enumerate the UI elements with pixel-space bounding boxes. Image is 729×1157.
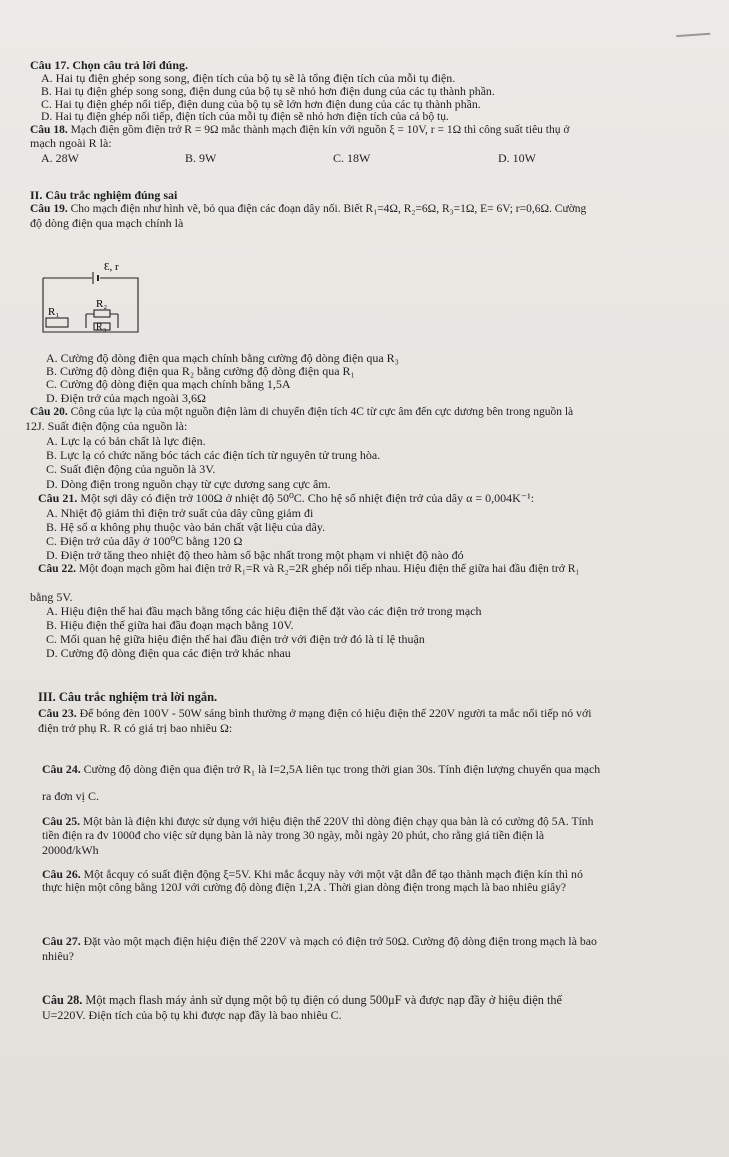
q20-option-d: D. Dòng điện trong nguồn chạy từ cực dương sang cực âm. [46, 477, 331, 491]
q17-option-d: D. Hai tụ điện ghép nối tiếp, điện tích của mỗi tụ điện sẽ nhỏ hơn điện tích của cả bộ tụ. [41, 110, 449, 123]
q19-option-b: B. Cường độ dòng điện qua R₂ bằng cường độ dòng điện qua R₁ [46, 364, 355, 378]
circuit-source-label: Ɛ, r [104, 261, 119, 273]
q19-title: Câu 19. [30, 203, 68, 215]
q20-option-b: B. Lực lạ có chức năng bóc tách các điện tích từ nguyên tử trung hòa. [46, 448, 381, 462]
q18-option-d: D. 10W [498, 151, 536, 165]
q18-title: Câu 18. [30, 124, 68, 136]
q17-option-a: A. Hai tụ điện ghép song song, điện tích của bộ tụ sẽ là tổng điện tích của mỗi tụ điện. [41, 71, 456, 85]
circuit-r1-label: R₁ [48, 306, 60, 318]
q22-option-a: A. Hiệu điện thế hai đầu mạch bằng tổng các hiệu điện thế đặt vào các điện trở trong mạch [46, 604, 482, 618]
q18-option-c: C. 18W [333, 151, 371, 165]
resistor-r2-box [94, 310, 110, 317]
q25-text2: tiền điện ra đv 1000đ cho việc sử dụng bàn là này trong 30 ngày, mỗi ngày 20 phút, cho rằng giá tiền điện là [42, 829, 545, 842]
q24-stem [42, 762, 600, 776]
q22-option-c: C. Mối quan hệ giữa hiệu điện thế hai đầu điện trở với điện trở đó là tỉ lệ thuận [46, 632, 425, 646]
q21-title: Câu 21. [38, 491, 78, 505]
q19-stem [30, 202, 586, 216]
q21-option-d: D. Điện trở tăng theo nhiệt độ theo hàm số bậc nhất trong một phạm vi nhiệt độ nào đó [46, 548, 464, 562]
pen-mark [676, 27, 710, 37]
q24-text: Cường độ dòng điện qua điện trở R₁ là I=2,5A liên tục trong thời gian 30s. Tính điện lượng chuyển qua mạch [83, 762, 601, 776]
q20-text2: 12J. Suất điện động của nguồn là: [25, 419, 188, 433]
q18-text2: mạch ngoài R là: [30, 136, 112, 150]
q27-text: Đặt vào một mạch điện hiệu điện thế 220V và mạch có điện trở 50Ω. Cường độ dòng điện trong mạch là bao [83, 934, 597, 948]
q27-title: Câu 27. [42, 934, 81, 948]
q18-stem [30, 123, 569, 137]
q24-title: Câu 24. [42, 762, 81, 776]
q19-option-d: D. Điện trở của mạch ngoài 3,6Ω [46, 391, 206, 405]
q19-option-a: A. Cường độ dòng điện qua mạch chính bằng cường độ dòng điện qua R₃ [46, 351, 399, 365]
q19-option-c: C. Cường độ dòng điện qua mạch chính bằng 1,5A [46, 377, 291, 391]
q17-option-c: C. Hai tụ điện ghép nối tiếp, điện dung của bộ tụ sẽ lớn hơn điện dung của các tụ thành phần. [41, 97, 481, 111]
q21-option-c: C. Điện trở của dây ở 100⁰C bằng 120 Ω [46, 534, 243, 548]
q25-stem [42, 815, 593, 829]
circuit-r3-label: R₃ [96, 322, 107, 333]
q27-stem [42, 934, 597, 948]
q28-title: Câu 28. [42, 993, 83, 1007]
q22-title: Câu 22. [38, 562, 77, 575]
q19-text2: độ dòng điện qua mạch chính là [30, 216, 184, 230]
resistor-r1-box [46, 318, 68, 327]
q25-text3: 2000đ/kWh [42, 843, 99, 857]
q28-text: Một mạch flash máy ảnh sử dụng một bộ tụ điện có dung 500μF và được nạp đầy ở hiệu điện thế [85, 993, 562, 1007]
q28-text2: U=220V. Điện tích của bộ tụ khi được nạp đầy là bao nhiêu C. [42, 1008, 342, 1022]
q26-text2: thực hiện một công bằng 120J với cường độ dòng điện 1,2A . Thời gian dòng điện trong mạch là bao nhiêu giây? [42, 881, 567, 894]
q22-option-d: D. Cường độ dòng điện qua các điện trở khác nhau [46, 646, 291, 660]
q23-text2: điện trở phụ R. R có giá trị bao nhiêu Ω: [38, 721, 233, 735]
q23-stem [38, 706, 591, 720]
q27-text2: nhiêu? [42, 949, 74, 963]
q22-text2: bằng 5V. [30, 590, 73, 604]
q18-option-b: B. 9W [185, 151, 217, 165]
q21-text: Một sợi dây có điện trở 100Ω ở nhiệt độ 50⁰C. Cho hệ số nhiệt điện trở của dây α = 0,004K⁻¹: [80, 491, 535, 505]
q18-text: Mạch điện gồm điện trở R = 9Ω mắc thành mạch điện kín với nguồn ξ = 10V, r = 1Ω thì công suất tiêu thụ ở [70, 124, 570, 136]
q18-option-a: A. 28W [41, 151, 79, 165]
circuit-r2-label: R₂ [96, 298, 108, 310]
q17-title: Câu 17. Chọn câu trả lời đúng. [30, 58, 189, 72]
q26-stem [42, 867, 583, 881]
q26-text: Một ắcquy có suất điện động ξ=5V. Khi mắc ắcquy này với một vật dẫn để tạo thành mạch điện kín thì nó [83, 867, 583, 881]
q23-title: Câu 23. [38, 706, 77, 720]
q25-title: Câu 25. [42, 815, 81, 828]
q19-text: Cho mạch điện như hình vẽ, bỏ qua điện các đoạn dây nối. Biết R₁=4Ω, R₂=6Ω, R₃=1Ω, E= 6V; r=0,6Ω. Cường [70, 203, 587, 215]
q21-stem [38, 491, 534, 505]
q22-stem [38, 562, 580, 576]
q26-title: Câu 26. [42, 867, 81, 881]
q20-option-a: A. Lực lạ có bản chất là lực điện. [46, 434, 206, 448]
q20-option-c: C. Suất điện động của nguồn là 3V. [46, 462, 216, 476]
q17-option-b: B. Hai tụ điện ghép song song, điện dung của bộ tụ sẽ nhỏ hơn điện dung của các tụ thành phần. [41, 84, 495, 98]
q22-option-b: B. Hiệu điện thế giữa hai đầu đoạn mạch bằng 10V. [46, 618, 294, 632]
circuit-diagram [38, 250, 148, 342]
q24-text2: ra đơn vị C. [42, 789, 100, 803]
q23-text: Để bóng đèn 100V - 50W sáng bình thường ở mạng điện có hiệu điện thế 220V người ta mắc nối tiếp nó với [79, 706, 592, 720]
q28-stem [42, 993, 562, 1007]
q20-title: Câu 20. [30, 406, 68, 418]
q21-option-a: A. Nhiệt độ giảm thì điện trở suất của dây cũng giảm đi [46, 506, 314, 520]
q20-stem [30, 405, 573, 419]
section3-title: III. Câu trắc nghiệm trả lời ngắn. [38, 690, 218, 704]
section2-title: II. Câu trắc nghiệm đúng sai [30, 188, 178, 202]
q21-option-b: B. Hệ số α không phụ thuộc vào bản chất vật liệu của dây. [46, 520, 326, 534]
q25-text: Một bàn là điện khi được sử dụng với hiệu điện thế 220V thì dòng điện chạy qua bàn là có cường độ 5A. Tính [82, 815, 594, 828]
q22-text: Một đoạn mạch gồm hai điện trở R₁=R và R₂=2R ghép nối tiếp nhau. Hiệu điện thế giữa hai đầu điện trở R₁ [78, 562, 580, 575]
q20-text: Công của lực lạ của một nguồn điện làm di chuyển điện tích 4C từ cực âm đến cực dương bên trong nguồn là [70, 406, 574, 418]
